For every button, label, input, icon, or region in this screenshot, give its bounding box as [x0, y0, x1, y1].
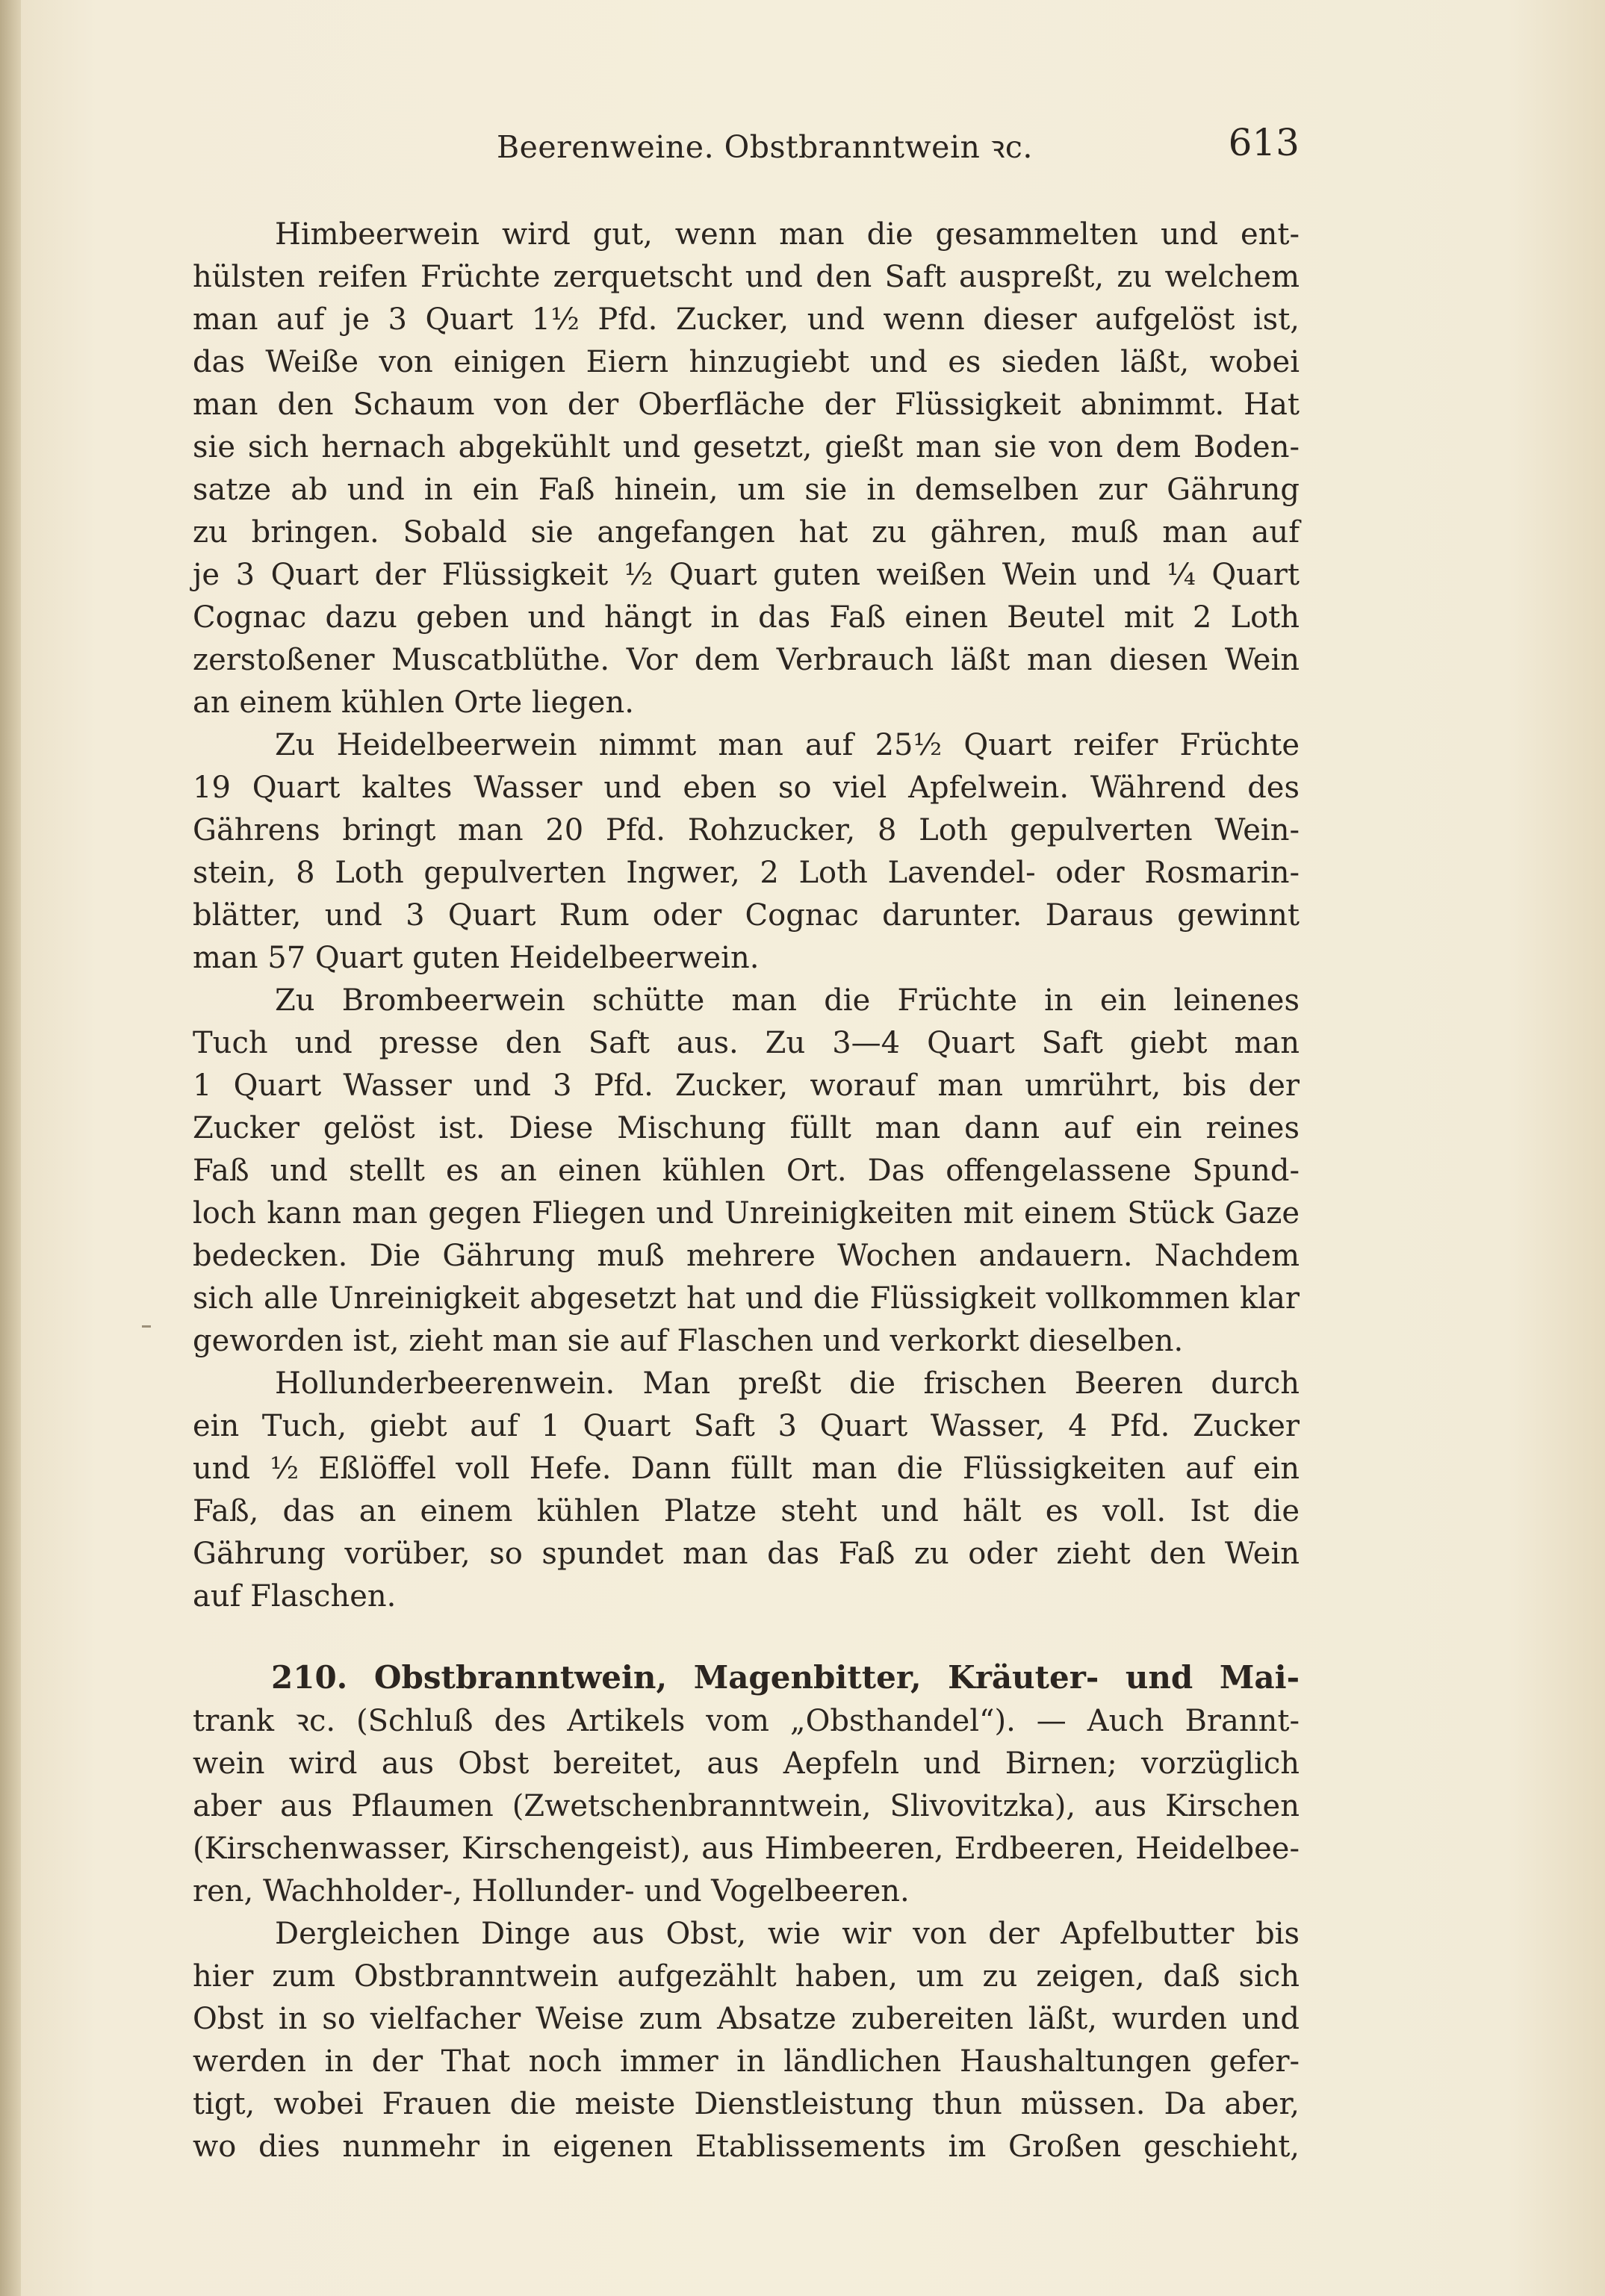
text-line: Obst in so vielfacher Weise zum Absatze zubereiten läßt, wurden und: [193, 2002, 1300, 2036]
text-line: und ½ Eßlöffel voll Hefe. Dann füllt man die Flüssigkeiten auf ein: [193, 1452, 1300, 1486]
text-line: sich alle Unreinigkeit abgesetzt hat und die Flüssigkeit vollkommen klar: [193, 1281, 1300, 1316]
text-line: 19 Quart kaltes Wasser und eben so viel Apfelwein. Während des: [193, 771, 1300, 805]
text-line: Dergleichen Dinge aus Obst, wie wir von der Apfelbutter bis: [275, 1917, 1300, 1951]
text-line: zu bringen. Sobald sie angefangen hat zu gähren, muß man auf: [193, 515, 1300, 550]
text-line: man auf je 3 Quart 1½ Pfd. Zucker, und wenn dieser aufgelöst ist,: [193, 302, 1300, 337]
section-heading: [193, 1655, 1300, 1700]
text-line: Himbeerwein wird gut, wenn man die gesammelten und ent-: [275, 217, 1300, 252]
text-line: loch kann man gegen Fliegen und Unreinigkeiten mit einem Stück Gaze: [193, 1196, 1300, 1231]
text-line: Zu Brombeerwein schütte man die Früchte in ein leinenes: [275, 983, 1300, 1018]
text-line: wo dies nunmehr in eigenen Etablissements im Großen geschieht,: [193, 2129, 1300, 2164]
page-gutter-shadow: [0, 0, 21, 2296]
text-line: Faß und stellt es an einen kühlen Ort. Das offengelassene Spund-: [193, 1154, 1300, 1188]
print-speck: [142, 1325, 151, 1328]
text-line: je 3 Quart der Flüssigkeit ½ Quart guten weißen Wein und ¼ Quart: [193, 558, 1300, 592]
text-line: ren, Wachholder-, Hollunder- und Vogelbeeren.: [193, 1874, 910, 1908]
page-number: 613: [1228, 121, 1300, 164]
text-line: geworden ist, zieht man sie auf Flaschen und verkorkt dieselben.: [193, 1324, 1184, 1358]
text-line: werden in der That noch immer in ländlichen Haushaltungen gefer-: [193, 2044, 1300, 2079]
text-line: auf Flaschen.: [193, 1579, 397, 1614]
text-line: 1 Quart Wasser und 3 Pfd. Zucker, worauf man umrührt, bis der: [193, 1068, 1300, 1103]
text-line: man den Schaum von der Oberfläche der Flüssigkeit abnimmt. Hat: [193, 388, 1300, 422]
text-line: Gährung vorüber, so spundet man das Faß zu oder zieht den Wein: [193, 1537, 1300, 1571]
text-line: das Weiße von einigen Eiern hinzugiebt und es sieden läßt, wobei: [193, 345, 1300, 379]
section-210-text: [193, 1700, 1300, 2168]
berry-wine-text: [193, 214, 1300, 1618]
section-title: Obstbranntwein, Magenbitter, Kräuter- und Mai-: [373, 1659, 1300, 1696]
page-body: [193, 214, 1300, 2168]
running-title: Beerenweine. Obstbranntwein ꝛc.: [497, 129, 1033, 165]
text-line: trank ꝛc. (Schluß des Artikels vom „Obsthandel“). — Auch Brannt-: [193, 1704, 1300, 1738]
running-header: [497, 121, 1300, 178]
text-line: zerstoßener Muscatblüthe. Vor dem Verbrauch läßt man diesen Wein: [193, 643, 1300, 677]
text-line: Faß, das an einem kühlen Platze steht und hält es voll. Ist die: [193, 1494, 1300, 1528]
text-line: hier zum Obstbranntwein aufgezählt haben, um zu zeigen, daß sich: [193, 1959, 1300, 1994]
text-line: Gährens bringt man 20 Pfd. Rohzucker, 8 Loth gepulverten Wein-: [193, 813, 1300, 847]
text-line: an einem kühlen Orte liegen.: [193, 685, 634, 720]
text-line: hülsten reifen Früchte zerquetscht und den Saft auspreßt, zu welchem: [193, 260, 1300, 294]
text-line: aber aus Pflaumen (Zwetschenbranntwein, Slivovitzka), aus Kirschen: [193, 1789, 1300, 1823]
text-line: man 57 Quart guten Heidelbeerwein.: [193, 941, 760, 975]
text-line: sie sich hernach abgekühlt und gesetzt, gießt man sie von dem Boden-: [193, 430, 1300, 464]
text-line: Tuch und presse den Saft aus. Zu 3—4 Quart Saft giebt man: [193, 1026, 1300, 1060]
text-line: satze ab und in ein Faß hinein, um sie in demselben zur Gährung: [193, 473, 1300, 507]
text-line: Cognac dazu geben und hängt in das Faß einen Beutel mit 2 Loth: [193, 600, 1300, 635]
text-line: (Kirschenwasser, Kirschengeist), aus Himbeeren, Erdbeeren, Heidelbee-: [193, 1832, 1300, 1866]
text-line: Zu Heidelbeerwein nimmt man auf 25½ Quart reifer Früchte: [275, 728, 1300, 762]
section-number: 210.: [271, 1659, 348, 1696]
text-line: blätter, und 3 Quart Rum oder Cognac darunter. Daraus gewinnt: [193, 898, 1300, 933]
text-line: bedecken. Die Gährung muß mehrere Wochen andauern. Nachdem: [193, 1239, 1300, 1273]
text-line: Hollunderbeerenwein. Man preßt die frischen Beeren durch: [275, 1366, 1300, 1401]
text-line: wein wird aus Obst bereitet, aus Aepfeln und Birnen; vorzüglich: [193, 1746, 1300, 1781]
text-line: stein, 8 Loth gepulverten Ingwer, 2 Loth Lavendel- oder Rosmarin-: [193, 856, 1300, 890]
text-line: Zucker gelöst ist. Diese Mischung füllt man dann auf ein reines: [193, 1111, 1300, 1145]
text-line: tigt, wobei Frauen die meiste Dienstleistung thun müssen. Da aber,: [193, 2087, 1300, 2121]
text-line: ein Tuch, giebt auf 1 Quart Saft 3 Quart Wasser, 4 Pfd. Zucker: [193, 1409, 1300, 1443]
